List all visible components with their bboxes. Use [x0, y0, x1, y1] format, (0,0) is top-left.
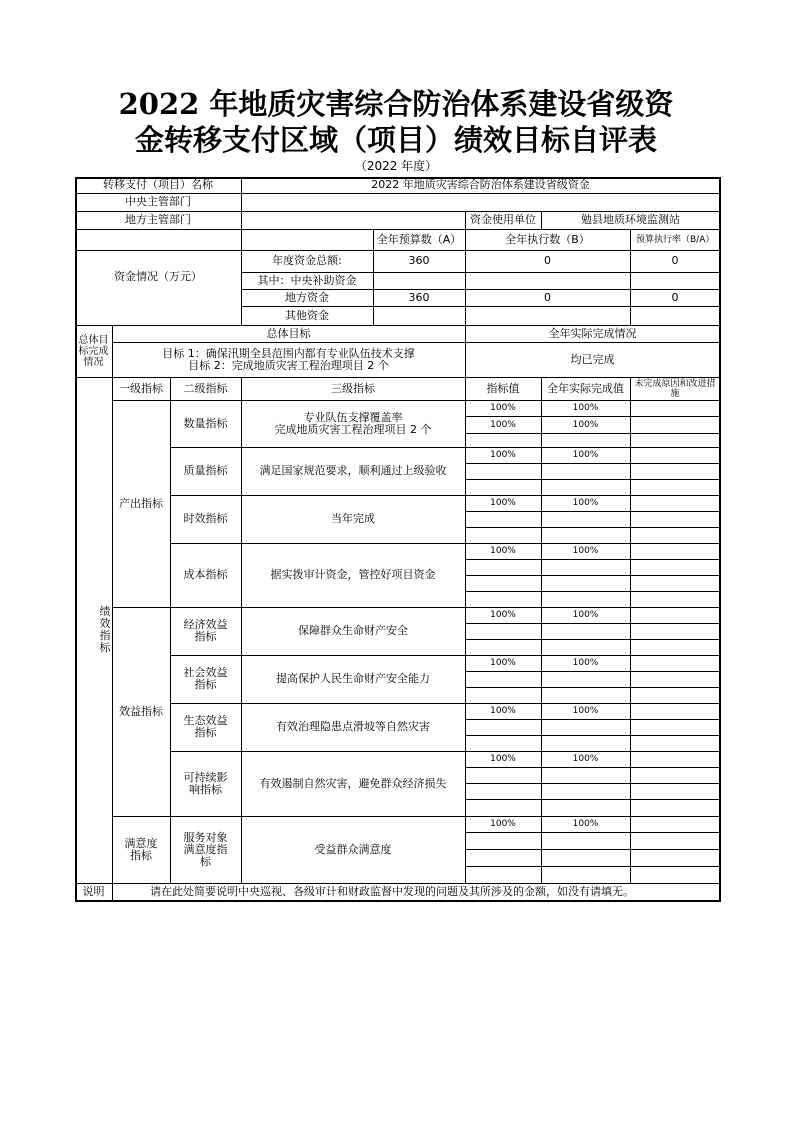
actual-value: 100%: [572, 610, 599, 620]
table-border: [465, 849, 721, 850]
funds-row-rate: 0: [671, 290, 679, 304]
overall-goal-header: 总体目标: [266, 326, 311, 340]
table-border: [465, 799, 721, 800]
funds-row-label: 年度资金总额:: [272, 254, 342, 267]
table-border: [465, 559, 721, 560]
level2-time: 时效指标: [183, 512, 228, 525]
table-border: [75, 900, 721, 902]
table-border: [465, 735, 721, 736]
actual-value: 100%: [572, 419, 599, 430]
table-border: [465, 719, 721, 720]
target-value: 100%: [490, 658, 516, 668]
table-border: [465, 527, 721, 528]
actual-value: 100%: [572, 403, 599, 413]
actual-value: 100%: [572, 498, 599, 508]
funds-row-rate: 0: [671, 254, 679, 267]
local-dept-label: 地方主管部门: [125, 213, 191, 226]
level2-economic: 经济效益指标: [183, 618, 228, 643]
level3-social: 提高保护人民生命财产安全能力: [276, 672, 430, 685]
funds-col-budget: 全年预算数（A）: [376, 232, 462, 246]
actual-value: 100%: [572, 706, 599, 716]
actual-value: 100%: [572, 658, 599, 668]
table-border: [465, 575, 721, 576]
actual-value: 100%: [572, 754, 599, 764]
target-value: 100%: [490, 706, 516, 716]
table-border: [465, 639, 721, 640]
actual-value: 100%: [572, 546, 599, 556]
central-dept-value: [241, 193, 720, 211]
target-value: 100%: [490, 610, 516, 620]
level3-cost: 据实拨审计资金，管控好项目资金: [270, 568, 436, 581]
funds-row-label: 其他资金: [285, 308, 329, 322]
table-border: [465, 623, 721, 624]
year-label: （2022 年度）: [354, 159, 438, 173]
table-border: [465, 687, 721, 688]
funds-row-budget: 360: [408, 254, 430, 267]
note-label: 说明: [82, 884, 105, 898]
table-border: [465, 479, 721, 480]
level2-quality: 质量指标: [183, 464, 228, 477]
level3-eco: 有效治理隐患点滑坡等自然灾害: [276, 720, 430, 733]
perf-side-label: 绩效指标: [99, 605, 111, 654]
table-border: [465, 866, 721, 867]
funds-row-label: 其中：中央补助资金: [257, 273, 357, 287]
table-border: [465, 463, 721, 464]
level1-satisfaction: 满意度指标: [124, 836, 158, 862]
perf-header-l3: 三级指标: [331, 381, 375, 395]
table-border: [465, 767, 721, 768]
table-border: [465, 433, 721, 434]
level2-service: 服务对象满意度指标: [183, 830, 228, 868]
funds-row-exec: 0: [544, 290, 551, 304]
level3-quantity-item-2: 完成地质灾害工程治理项目 2 个: [274, 422, 432, 436]
perf-header-l1: 一级指标: [119, 381, 163, 395]
page-title-line2: 金转移支付区域（项目）绩效目标自评表: [134, 123, 657, 157]
table-border: [465, 783, 721, 784]
target-value: 100%: [490, 450, 516, 460]
funds-label: 资金情况（万元）: [114, 270, 202, 283]
overall-label: 总体目标完成情况: [78, 334, 109, 368]
overall-actual-value: 均已完成: [570, 352, 615, 366]
level3-quantity-item-1: 专业队伍支撑覆盖率: [303, 410, 403, 424]
funds-col-rate: 预算执行率（B/A）: [636, 234, 715, 245]
level2-cost: 成本指标: [183, 568, 228, 581]
level3-service: 受益群众满意度: [314, 842, 392, 856]
actual-value: 100%: [572, 819, 599, 829]
table-border: [465, 591, 721, 592]
transfer-name-label: 转移支付（项目）名称: [103, 178, 213, 191]
table-border: [630, 377, 631, 884]
funds-row-budget: [373, 306, 465, 325]
overall-goal-1: 目标 1：确保汛期全县范围内都有专业队伍技术支撑: [162, 346, 415, 360]
target-value: 100%: [490, 419, 516, 430]
level2-social: 社会效益指标: [183, 666, 228, 691]
target-value: 100%: [490, 498, 516, 508]
funds-row-budget: 360: [408, 290, 430, 304]
overall-actual-header: 全年实际完成情况: [548, 326, 637, 340]
funds-col-exec: 全年执行数（B）: [505, 232, 590, 246]
overall-goals: [112, 342, 465, 377]
level3-time: 当年完成: [331, 512, 375, 525]
level1-benefit: 效益指标: [119, 704, 163, 718]
level3-quality: 满足国家规范要求，顺利通过上级验收: [259, 464, 447, 477]
level3-quantity: [241, 400, 465, 447]
level2-eco: 生态效益指标: [183, 714, 228, 739]
target-value: 100%: [490, 546, 516, 556]
perf-header-actual: 全年实际完成值: [547, 381, 624, 395]
actual-value: 100%: [572, 450, 599, 460]
page-title-line1: 2022 年地质灾害综合防治体系建设省级资: [118, 87, 674, 121]
funds-row-exec: 0: [544, 254, 551, 267]
user-unit-value: 勉县地质环境监测站: [581, 213, 680, 226]
funds-row-exec: [465, 272, 630, 289]
local-dept-value: [241, 211, 465, 229]
user-unit-label: 资金使用单位: [470, 213, 536, 226]
funds-row-exec: [465, 306, 630, 325]
central-dept-label: 中央主管部门: [125, 195, 191, 208]
table-border: [465, 832, 721, 833]
funds-row-label: 地方资金: [285, 290, 329, 304]
perf-header-reason: 未完成原因和改进措施: [634, 378, 716, 399]
level3-sustain: 有效遏制自然灾害，避免群众经济损失: [259, 776, 447, 790]
target-value: 100%: [490, 754, 516, 764]
table-border: [465, 511, 721, 512]
perf-header-target: 指标值: [486, 381, 520, 395]
overall-goal-2: 目标 2：完成地质灾害工程治理项目 2 个: [188, 358, 389, 372]
funds-row-rate: [630, 306, 720, 325]
perf-header-l2: 二级指标: [183, 381, 228, 395]
transfer-name-value: 2022 年地质灾害综合防治体系建设省级资金: [371, 178, 590, 191]
target-value: 100%: [490, 403, 516, 413]
funds-row-budget: [373, 272, 465, 289]
level2-sustain: 可持续影响指标: [183, 770, 228, 796]
funds-row-rate: [630, 272, 720, 289]
level1-output: 产出指标: [119, 496, 163, 510]
level3-economic: 保障群众生命财产安全: [298, 624, 408, 637]
table-border: [465, 671, 721, 672]
target-value: 100%: [490, 819, 516, 829]
level2-quantity: 数量指标: [183, 416, 228, 430]
note-text: 请在此处简要说明中央巡视、各级审计和财政监督中发现的问题及其所涉及的金额，如没有请填无。: [150, 884, 634, 898]
